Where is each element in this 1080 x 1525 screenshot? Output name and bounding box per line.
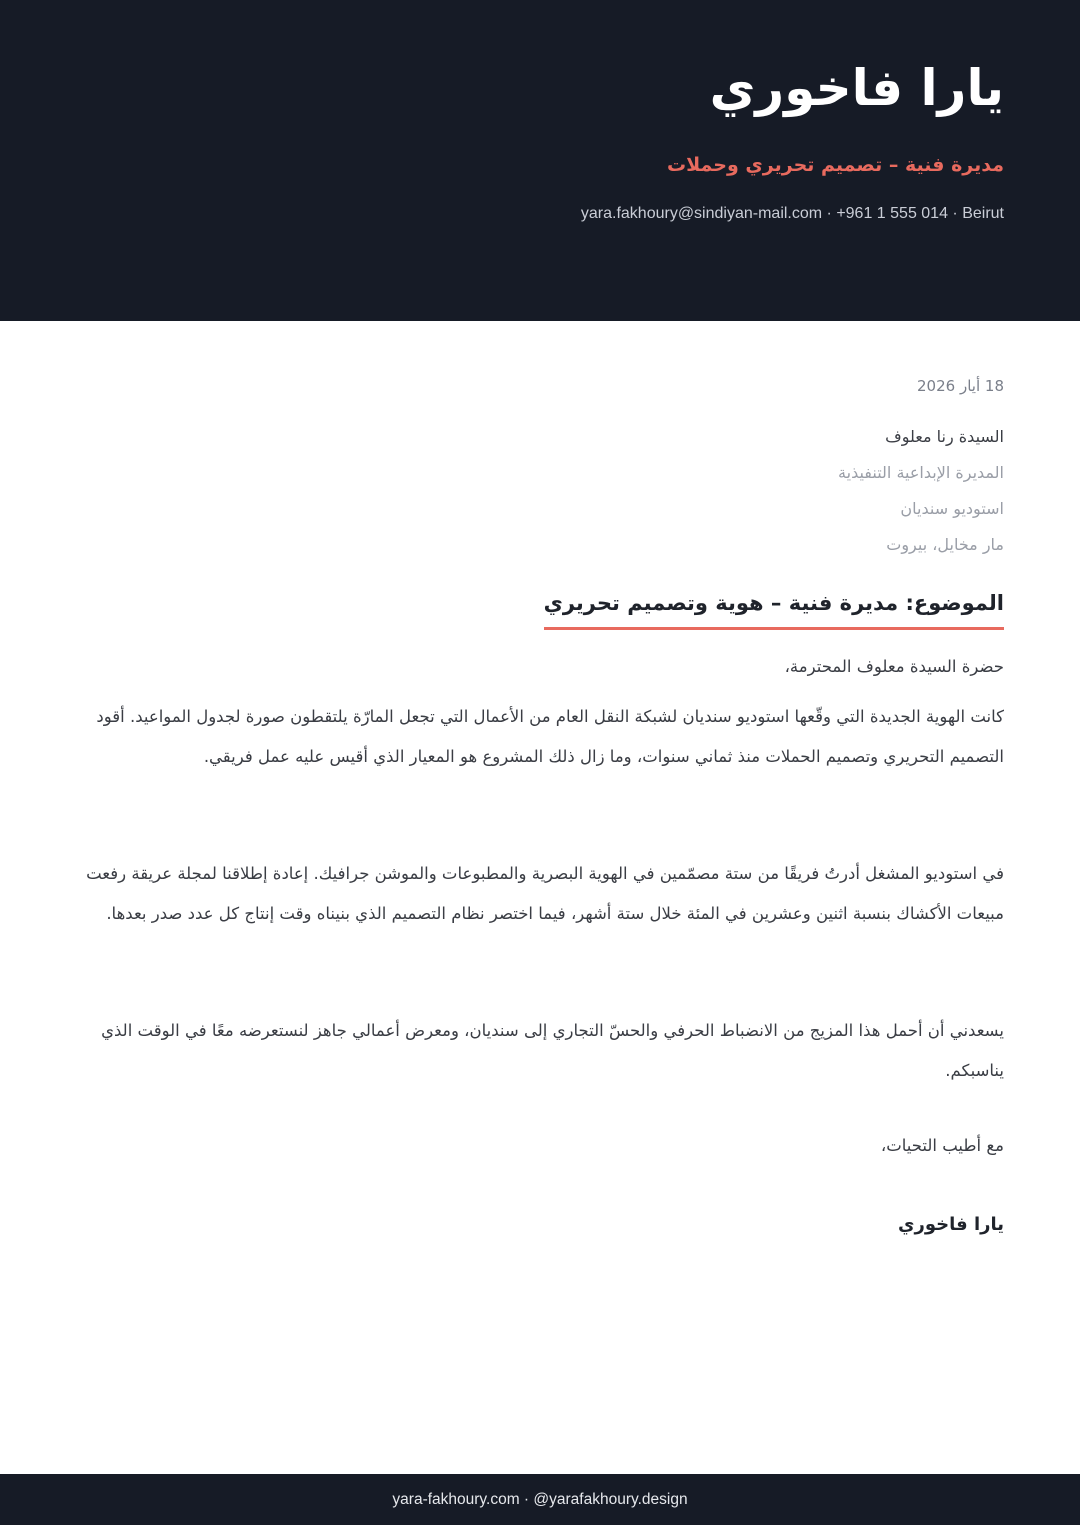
recipient-name: السيدة رنا معلوف (885, 427, 1004, 446)
body-paragraph: يسعدني أن أحمل هذا المزيج من الانضباط الحرفي والحسّ التجاري إلى سنديان، ومعرض أعمالي جاهز لنستعرضه معًا في الوقت الذي يناسبكم. (101, 1021, 1004, 1080)
signature: يارا فاخوري (898, 1214, 1004, 1235)
body-paragraph: في استوديو المشغل أدرتُ فريقًا من ستة مصمّمين في الهوية البصرية والمطبوعات والموشن جرافيك. إعادة إطلاقنا لمجلة عريقة رفعت مبيعات الأكشاك بنسبة اثنين وعشرين في المئة خلال ستة أشهر، فيما اختصر نظام التصميم الذي بنيناه وقت إنتاج كل عدد صدر بعدها. (86, 864, 1004, 923)
recipient-title: المديرة الإبداعية التنفيذية (838, 463, 1004, 482)
body-paragraph: كانت الهوية الجديدة التي وقّعها استوديو سنديان لشبكة النقل العام من الأعمال التي تجعل المارّة يلتقطون صورة لجدول المواعيد. أقود التصميم التحريري وتصميم الحملات منذ ثماني سنوات، وما زال ذلك المشروع هو المعيار الذي أقيس عليه عمل فريقي. (96, 707, 1004, 766)
letter-footer (0, 1474, 1080, 1525)
sender-role: مديرة فنية – تصميم تحريري وحملات (667, 154, 1004, 176)
sender-contact: yara.fakhoury@sindiyan-mail.com · +961 1 555 014 · Beirut (580, 205, 1004, 222)
footer-links: yara-fakhoury.com · @yarafakhoury.design (392, 1490, 688, 1508)
sender-name: يارا فاخوري (709, 59, 1004, 117)
recipient-block (838, 419, 1004, 563)
letter-subject: الموضوع: مديرة فنية – هوية وتصميم تحريري (544, 591, 1004, 630)
letter-header (0, 0, 1080, 321)
recipient-address: مار مخايل، بيروت (886, 535, 1004, 554)
letter-date: 18 أيار 2026 (917, 377, 1004, 395)
closing: مع أطيب التحيات، (880, 1136, 1004, 1155)
salutation: حضرة السيدة معلوف المحترمة، (784, 657, 1004, 676)
recipient-company: استوديو سنديان (900, 499, 1004, 518)
